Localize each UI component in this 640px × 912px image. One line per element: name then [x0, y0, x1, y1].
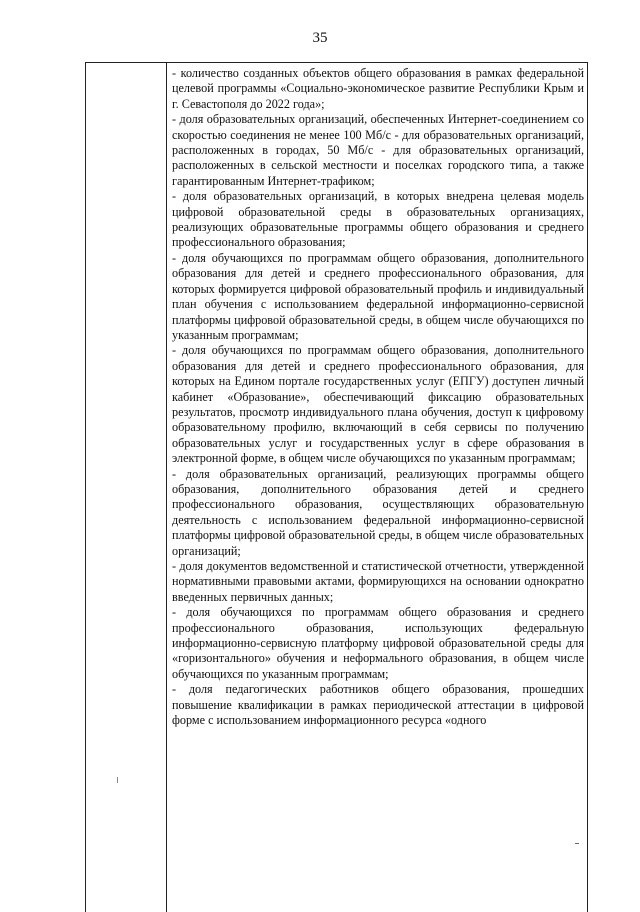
- document-table: [85, 62, 588, 912]
- indicator-item: - количество созданных объектов общего образования в рамках федеральной целевой программы «Социально-экономическое развитие Республики Крым и г. Севастополя до 2022 года»;: [172, 66, 584, 111]
- indicator-item: - доля обучающихся по программам общего образования, дополнительного образования для детей и среднего профессионального образования, для которых формируется цифровой образовательный профиль и индивидуальный план обучения с использованием федеральной информационно-сервисной платформы цифровой образовательной среды, в общем числе обучающихся по указанным программам;: [172, 250, 584, 342]
- scan-artifact: [117, 777, 118, 783]
- indicator-item: - доля образовательных организаций, обеспеченных Интернет-соединением со скоростью соединения не менее 100 Мб/с - для образовательных организаций, расположенных в городах, 50 Мб/с - для образовательных организаций, расположенных в сельской местности и поселках городского типа, а также гарантированным Интернет-трафиком;: [172, 112, 584, 188]
- scan-artifact: [575, 843, 579, 844]
- table-left-column: [86, 63, 167, 912]
- indicator-item: - доля педагогических работников общего образования, прошедших повышение квалификации в рамках периодической аттестации в цифровой форме с использованием информационного ресурса «одного: [172, 682, 584, 728]
- indicator-item: - доля образовательных организаций, реализующих программы общего образования, дополнительного образования детей и среднего профессионального образования, осуществляющих образовательную деятельность с использованием федеральной информационно-сервисной платформы цифровой образовательной среды, в общем числе образовательных организаций;: [172, 466, 584, 558]
- indicator-item: - доля документов ведомственной и статистической отчетности, утвержденной нормативными правовыми актами, формирующихся на основании однократно введенных первичных данных;: [172, 559, 584, 604]
- table-right-column: [172, 66, 584, 728]
- indicator-item: - доля обучающихся по программам общего образования и среднего профессионального образования, использующих федеральную информационно-сервисную платформу цифровой образовательной среды для «горизонтального» обучения и неформального образования, в общем числе обучающихся по указанным программам;: [172, 605, 584, 681]
- page-number: 35: [312, 30, 328, 46]
- indicator-item: - доля образовательных организаций, в которых внедрена целевая модель цифровой образовательной среды в образовательных организациях, реализующих образовательные программы общего образования и среднего профессионального образования;: [172, 189, 584, 250]
- indicator-item: - доля обучающихся по программам общего образования, дополнительного образования для детей и среднего профессионального образования, для которых на Едином портале государственных услуг (ЕПГУ) доступен личный кабинет «Образование», обеспечивающий фиксацию образовательных результатов, просмотр индивидуального плана обучения, доступ к цифровому образовательному профилю, включающий в себя сервисы по получению образовательных услуг и государственных услуг в сфере образования в электронной форме, в общем числе обучающихся по указанным программам;: [172, 343, 584, 466]
